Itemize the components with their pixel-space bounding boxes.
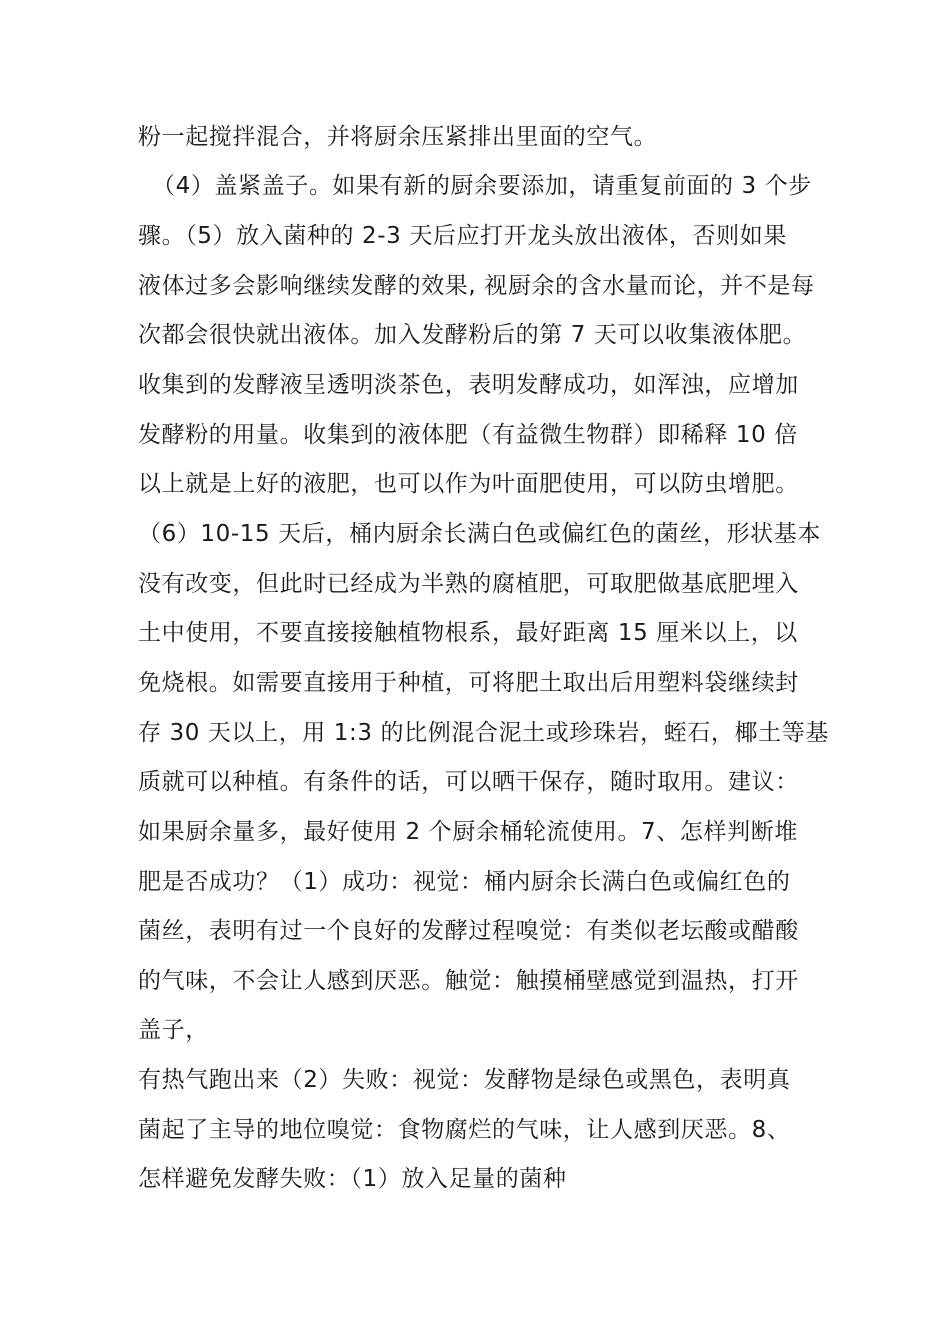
text-line: 收集到的发酵液呈透明淡茶色，表明发酵成功，如浑浊，应增加: [138, 372, 799, 398]
text-line: 质就可以种植。有条件的话，可以晒干保存，随时取用。建议：: [138, 769, 799, 795]
text-line: 存 30 天以上，用 1:3 的比例混合泥土或珍珠岩，蛭石，椰土等基: [138, 720, 829, 746]
text-line: 菌起了主导的地位嗅觉：食物腐烂的气味，让人感到厌恶。8、: [138, 1117, 791, 1143]
text-line: 如果厨余量多，最好使用 2 个厨余桶轮流使用。7、怎样判断堆: [138, 819, 798, 845]
text-line: 液体过多会影响继续发酵的效果, 视厨余的含水量而论，并不是每: [138, 273, 815, 299]
text-line: 有热气跑出来（2）失败：视觉：发酵物是绿色或黑色，表明真: [138, 1067, 791, 1093]
text-line: 的气味，不会让人感到厌恶。触觉：触摸桶壁感觉到温热，打开: [138, 968, 799, 994]
text-line: 以上就是上好的液肥，也可以作为叶面肥使用，可以防虫增肥。: [138, 471, 799, 497]
text-line: 粉一起搅拌混合，并将厨余压紧排出里面的空气。: [138, 124, 658, 150]
text-line: 怎样避免发酵失败：（1）放入足量的菌种: [138, 1166, 567, 1192]
text-line: （4）盖紧盖子。如果有新的厨余要添加，请重复前面的 3 个步: [152, 173, 812, 199]
text-line: 次都会很快就出液体。加入发酵粉后的第 7 天可以收集液体肥。: [138, 322, 807, 348]
text-line: 土中使用，不要直接接触植物根系，最好距离 15 厘米以上，以: [138, 620, 798, 646]
text-line: 骤。（5）放入菌种的 2-3 天后应打开龙头放出液体，否则如果: [138, 223, 787, 249]
text-line: 菌丝，表明有过一个良好的发酵过程嗅觉：有类似老坛酸或醋酸: [138, 918, 799, 944]
text-line: 发酵粉的用量。收集到的液体肥（有益微生物群）即稀释 10 倍: [138, 422, 798, 448]
text-line: 没有改变，但此时已经成为半熟的腐植肥，可取肥做基底肥埋入: [138, 571, 799, 597]
text-line: 免烧根。如需要直接用于种植，可将肥土取出后用塑料袋继续封: [138, 670, 799, 696]
text-line: 盖子，: [138, 1017, 209, 1043]
text-line: 肥是否成功？（1）成功：视觉：桶内厨余长满白色或偏红色的: [138, 869, 791, 895]
text-line: （6）10-15 天后，桶内厨余长满白色或偏红色的菌丝，形状基本: [138, 521, 821, 547]
